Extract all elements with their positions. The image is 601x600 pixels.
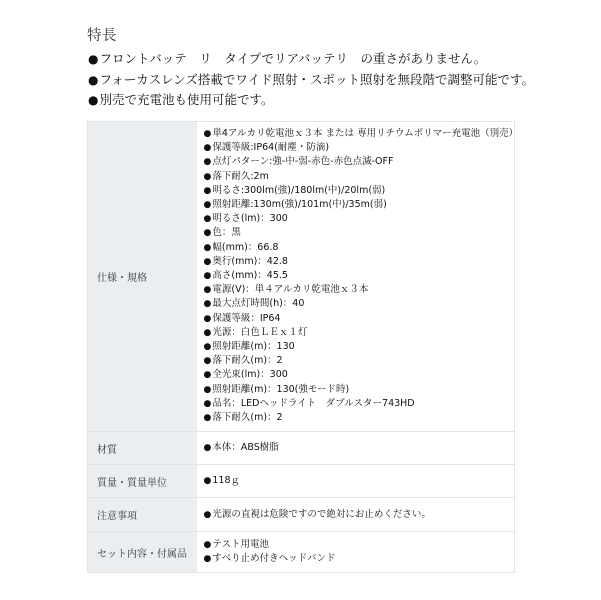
table-row-material	[88, 432, 515, 465]
spec-item: ● テスト用電池	[204, 538, 515, 552]
spec-item: ● 落下耐久(m)：2	[204, 411, 515, 425]
spec-item: ● 落下耐久(m)：2	[204, 354, 515, 368]
row-value	[197, 432, 515, 465]
row-value	[197, 465, 515, 498]
row-label: 材質	[88, 432, 197, 465]
spec-item: ● 118ｇ	[204, 474, 515, 488]
spec-item: ● 幅(mm)：66.8	[204, 241, 515, 255]
row-label: 質量・質量単位	[88, 465, 197, 498]
spec-item: ● 単4アルカリ乾電池ｘ３本 または 専用リチウムポリマー充電池（別売）	[204, 127, 515, 141]
bullet-icon: ●	[88, 72, 99, 87]
spec-item: ● 高さ(mm)：45.5	[204, 269, 515, 283]
bullet-icon: ●	[88, 52, 99, 66]
table-row-weight	[88, 465, 515, 498]
spec-table	[87, 121, 519, 573]
spec-item: ● 照射距離(m)：130(強モード時)	[204, 383, 515, 397]
row-value	[197, 532, 515, 573]
spec-item: ● すべり止め付きヘッドバンド	[204, 552, 515, 566]
spec-item: ● 保護等級:IP64(耐塵・防滴)	[204, 141, 515, 155]
bullet-icon: ●	[88, 93, 99, 107]
section-title-features: 特長	[87, 28, 117, 44]
spec-item: ● 明るさ(lm)：300	[204, 212, 515, 226]
table-row-set-contents	[88, 532, 515, 573]
spec-item: ● 品名：LEDヘッドライト ダブルスター743HD	[204, 397, 515, 411]
spec-item: ● 色：黒	[204, 226, 515, 240]
spec-item: ● 照射距離(m)：130	[204, 340, 515, 354]
row-label: セット内容・付属品	[88, 532, 197, 573]
spec-item: ● 明るさ:300lm(強)/180lm(中)/20lm(弱)	[204, 184, 515, 198]
feature-list	[88, 49, 588, 111]
spec-item: ● 照射距離:130m(強)/101m(中)/35m(弱)	[204, 198, 515, 212]
spec-value-list	[204, 127, 519, 425]
spec-item: ● 保護等級：IP64	[204, 312, 515, 326]
table-row-specifications	[88, 122, 515, 432]
feature-item: ●別売で充電池も使用可能です。	[88, 92, 274, 107]
spec-item: ● 最大点灯時間(h)：40	[204, 297, 515, 311]
spec-item: ● 本体：ABS樹脂	[204, 441, 515, 455]
spec-item: ● 全光束(lm)：300	[204, 368, 515, 382]
spec-item: ● 電源(V)：単４アルカリ乾電池ｘ３本	[204, 283, 515, 297]
spec-item: ● 光源の直視は危険ですので絶対にお止めください。	[204, 508, 515, 522]
table-row-caution	[88, 498, 515, 532]
spec-item: ● 奥行(mm)：42.8	[204, 255, 515, 269]
spec-item: ● 光源：白色ＬＥｘ１灯	[204, 326, 515, 340]
row-label: 注意事項	[88, 498, 197, 532]
row-label: 仕様・規格	[88, 122, 197, 432]
row-value	[197, 498, 515, 532]
row-value	[197, 122, 519, 432]
spec-item: ● 落下耐久:2m	[204, 170, 515, 184]
feature-item: ●フロントバッテ リ タイプでリアバッテリ の重さがありません。	[88, 51, 487, 66]
feature-item: ●フォーカスレンズ搭載でワイド照射・スポット照射を無段階で調整可能です。	[88, 71, 535, 87]
spec-item: ● 点灯パターン:強-中-弱-赤色-赤色点滅-OFF	[204, 155, 515, 169]
